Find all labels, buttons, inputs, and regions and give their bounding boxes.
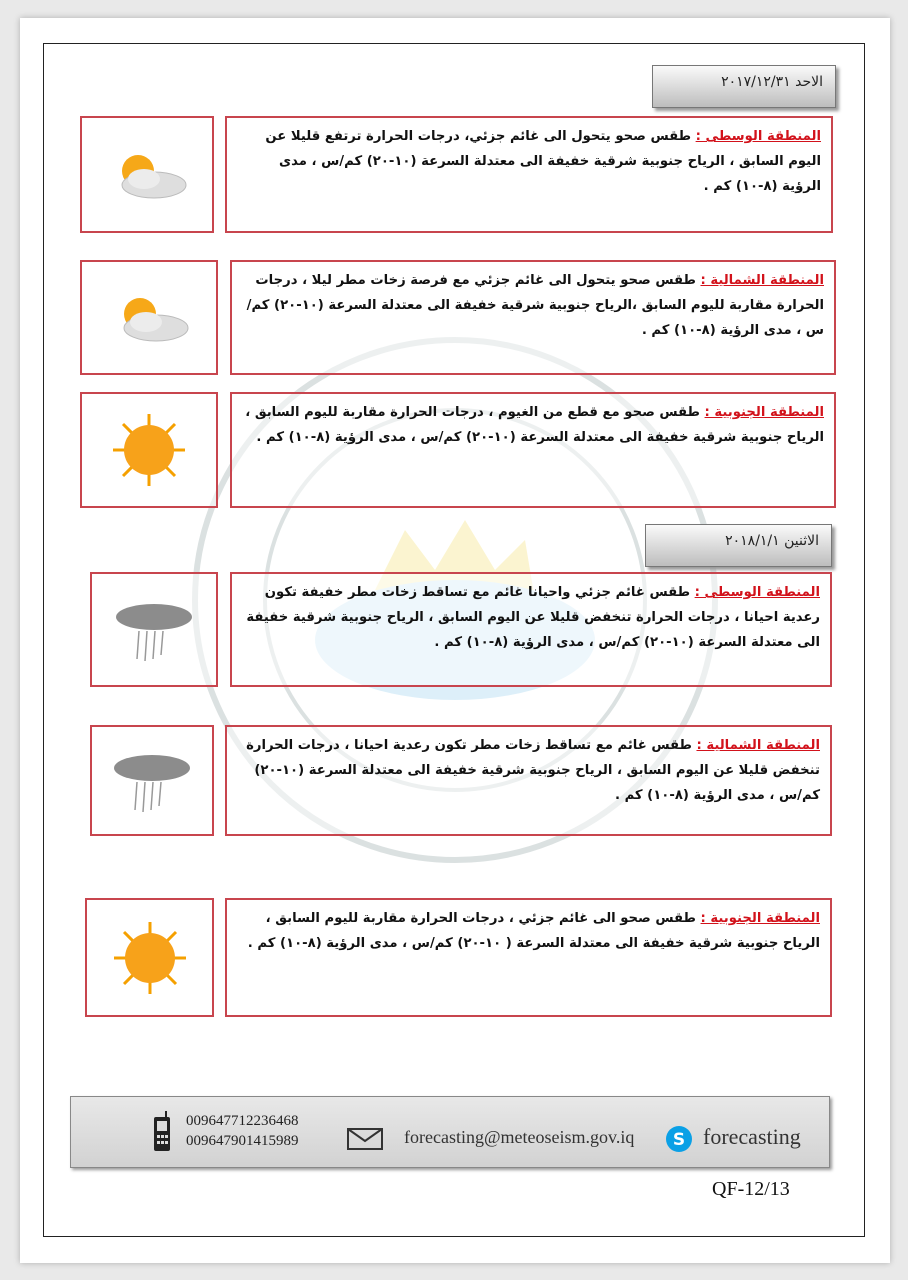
form-code: QF-12/13 — [712, 1178, 790, 1200]
weather-icon-box — [85, 898, 214, 1017]
partly-cloudy-icon — [102, 145, 192, 205]
rain-cloud-icon — [109, 595, 199, 665]
skype-name[interactable]: forecasting — [703, 1124, 801, 1149]
forecast-text: طقس غائم جزئي واحيانا غائم مع تساقط زخات مطر خفيفة تكون رعدية احيانا ، درجات الحرارة تنخفض قليلا عن اليوم السابق ، الرياح جنوبية شرقية خفيفة الى معتدلة السرعة (١٠-٢٠) كم/س ، مدى الرؤية (٨-١٠) كم . — [246, 585, 820, 650]
region-label: المنطقة الوسطى : — [695, 129, 821, 144]
rain-cloud-icon — [107, 746, 197, 816]
weather-icon-box — [80, 392, 218, 508]
weather-icon-box — [90, 572, 218, 687]
region-label: المنطقة الشمالية : — [696, 738, 820, 753]
weather-icon-box — [90, 725, 214, 836]
weather-icon-box — [80, 116, 214, 233]
mail-icon — [347, 1128, 383, 1150]
forecast-south-day1 — [230, 392, 836, 508]
forecast-text: طقس صحو مع قطع من الغيوم ، درجات الحرارة مقاربة لليوم السابق ، الرياح جنوبية شرقية خفيفة الى معتدلة السرعة (١٠-٢٠) كم/س ، مدى الرؤية (٨-١٠) كم . — [245, 405, 824, 445]
date-header-1: الاحد ٢٠١٧/١٢/٣١ — [652, 65, 836, 108]
forecast-south-day2 — [225, 898, 832, 1017]
skype-icon — [665, 1125, 693, 1153]
forecast-text: طقس صحو الى غائم جزئي ، درجات الحرارة مقاربة لليوم السابق ، الرياح جنوبية شرقية خفيفة الى معتدلة السرعة ( ١٠-٢٠) كم/س ، مدى الرؤية (٨-١٠) كم . — [247, 911, 820, 951]
sun-icon — [110, 918, 190, 998]
forecast-text: طقس صحو يتحول الى غائم جزئي مع فرصة زخات مطر ليلا ، درجات الحرارة مقاربة لليوم السابق ،الرياح جنوبية شرقية خفيفة الى معتدلة السرعة (١٠-٢٠) كم/س ، مدى الرؤية (٨-١٠) كم . — [246, 273, 824, 338]
date-header-2: الاثنين ٢٠١٨/١/١ — [645, 524, 832, 567]
phone-icon — [151, 1111, 173, 1153]
phone-2[interactable]: 009647901415989 — [186, 1133, 299, 1149]
region-label: المنطقة الشمالية : — [700, 273, 824, 288]
partly-cloudy-icon — [104, 288, 194, 348]
weather-icon-box — [80, 260, 218, 375]
forecast-text: طقس صحو يتحول الى غائم جزئي، درجات الحرارة ترتفع قليلا عن اليوم السابق ، الرياح جنوبية شرقية خفيفة الى معتدلة السرعة (١٠-٢٠) كم/س ، مدى الرؤية (٨-١٠) كم . — [265, 129, 821, 194]
forecast-central-day2 — [230, 572, 832, 687]
sun-icon — [109, 410, 189, 490]
phone-1[interactable]: 009647712236468 — [186, 1113, 299, 1129]
region-label: المنطقة الوسطى : — [694, 585, 820, 600]
forecast-north-day2 — [225, 725, 832, 836]
region-label: المنطقة الجنوبية : — [700, 911, 820, 926]
contact-footer — [70, 1096, 830, 1168]
email-link[interactable]: forecasting@meteoseism.gov.iq — [404, 1127, 635, 1147]
forecast-text: طقس غائم مع تساقط زخات مطر تكون رعدية احيانا ، درجات الحرارة تنخفض قليلا عن اليوم السابق ، الرياح جنوبية شرقية خفيفة الى معتدلة السرعة (١٠-٢٠) كم/س ، مدى الرؤية (٨-١٠) كم . — [246, 738, 820, 803]
region-label: المنطقة الجنوبية : — [704, 405, 824, 420]
forecast-central-day1 — [225, 116, 833, 233]
svg-text:S: S — [672, 1130, 686, 1150]
forecast-north-day1 — [230, 260, 836, 375]
